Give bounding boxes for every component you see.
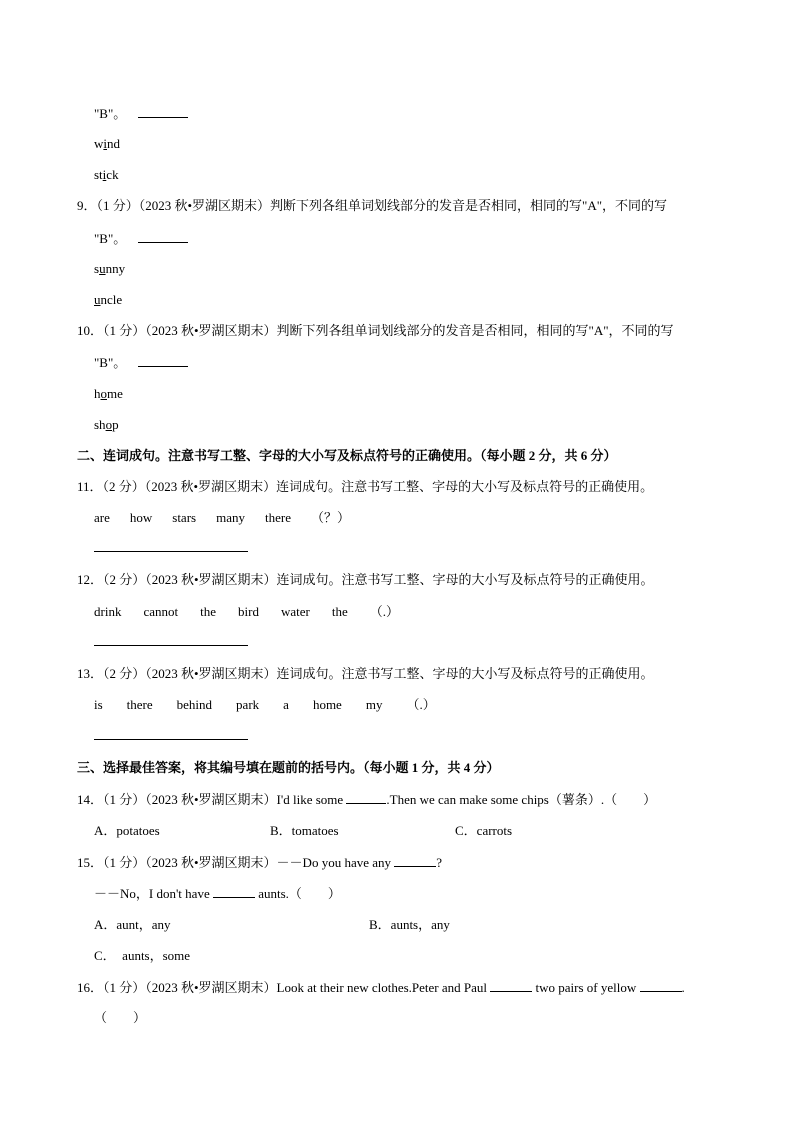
q13-word: my bbox=[365, 697, 383, 712]
q16-prompt bbox=[77, 979, 685, 996]
q8-b-label: "B"。 bbox=[94, 106, 127, 121]
q12-word: the bbox=[200, 604, 216, 619]
q15-option-b[interactable]: B．aunts，any bbox=[369, 917, 450, 932]
q15-blank-2[interactable] bbox=[213, 885, 255, 898]
q12-word: drink bbox=[94, 604, 122, 619]
q13-word: a bbox=[283, 697, 289, 712]
q15-reply-start: －－No，I don't have bbox=[94, 886, 210, 901]
q14-prompt-end: .Then we can make some chips（薯条）.（ ） bbox=[386, 792, 657, 807]
q8-word-2-pre: st bbox=[94, 167, 103, 182]
q14-blank[interactable] bbox=[346, 791, 386, 804]
q10-word-2-pre: sh bbox=[94, 417, 106, 432]
q11-word: many bbox=[216, 510, 245, 525]
q9-prompt: 9．（1 分）（2023 秋•罗湖区期末）判断下列各组单词划线部分的发音是否相同，相同的写"A"，不同的写 bbox=[77, 198, 668, 213]
q11-prompt: 11．（2 分）（2023 秋•罗湖区期末）连词成句。注意书写工整、字母的大小写及标点符号的正确使用。 bbox=[77, 479, 654, 494]
q11-word: there bbox=[265, 510, 291, 525]
q14-option-c[interactable]: C．carrots bbox=[455, 823, 513, 838]
q16-prompt-end: . bbox=[681, 980, 685, 995]
q15-blank-1[interactable] bbox=[394, 854, 436, 867]
q13-word: there bbox=[126, 697, 153, 712]
q12-punctuation: （.） bbox=[369, 604, 399, 619]
q15-prompt bbox=[77, 854, 442, 871]
q9-word-1-post: nny bbox=[105, 261, 126, 276]
q9-word-2-post: ncle bbox=[100, 292, 123, 307]
q14-option-b[interactable]: B．tomatoes bbox=[270, 823, 339, 838]
q13-word: home bbox=[312, 697, 342, 712]
q15-reply-end: aunts.（ ） bbox=[258, 886, 341, 901]
q12-word: water bbox=[280, 604, 310, 619]
q15-prompt-start: 15．（1 分）（2023 秋•罗湖区期末）－－Do you have any bbox=[77, 855, 391, 870]
q8-word-2-post: ck bbox=[106, 167, 119, 182]
q10-word-1-underlined: o bbox=[100, 386, 107, 401]
q8-word-1-pre: w bbox=[94, 136, 104, 151]
section-3-heading: 三、选择最佳答案，将其编号填在题前的括号内。（每小题 1 分，共 4 分） bbox=[77, 760, 500, 775]
q15-option-a[interactable]: A．aunt，any bbox=[94, 917, 171, 932]
q9-word-1 bbox=[94, 261, 125, 277]
q10-answer-blank[interactable] bbox=[138, 354, 188, 367]
q9-word-2-underlined: u bbox=[94, 292, 101, 307]
q11-word: how bbox=[129, 510, 153, 525]
q10-word-1-pre: h bbox=[94, 386, 101, 401]
section-2-heading: 二、连词成句。注意书写工整、字母的大小写及标点符号的正确使用。（每小题 2 分，共 6 分） bbox=[77, 448, 617, 463]
q10-b-line bbox=[94, 354, 188, 371]
q16-prompt-start: 16．（1 分）（2023 秋•罗湖区期末）Look at their new clothes.Peter and Paul bbox=[77, 980, 488, 995]
q14-prompt bbox=[77, 791, 656, 808]
q9-answer-blank[interactable] bbox=[138, 230, 188, 243]
q14-option-a[interactable]: A．potatoes bbox=[94, 823, 160, 838]
q10-word-2 bbox=[94, 417, 119, 433]
q16-prompt-middle: two pairs of yellow bbox=[535, 980, 637, 995]
q12-word: the bbox=[331, 604, 348, 619]
q11-answer-line[interactable] bbox=[94, 551, 248, 552]
q11-word: stars bbox=[172, 510, 197, 525]
q12-answer-line[interactable] bbox=[94, 645, 248, 646]
q13-punctuation: （.） bbox=[406, 697, 436, 712]
q14-prompt-start: 14．（1 分）（2023 秋•罗湖区期末）I'd like some bbox=[77, 792, 344, 807]
q10-word-1 bbox=[94, 386, 123, 402]
q8-word-1 bbox=[94, 136, 120, 152]
q13-word: behind bbox=[176, 697, 213, 712]
q11-punctuation: （？） bbox=[310, 510, 350, 525]
q9-b-label: "B"。 bbox=[94, 231, 127, 246]
q8-word-2 bbox=[94, 167, 119, 183]
q15-prompt-end: ? bbox=[436, 855, 443, 870]
q16-blank-2[interactable] bbox=[640, 979, 682, 992]
q10-word-2-underlined: o bbox=[105, 417, 113, 432]
q8-answer-blank[interactable] bbox=[138, 105, 188, 118]
q15-option-c[interactable]: C． aunts，some bbox=[94, 948, 191, 963]
q12-word: cannot bbox=[143, 604, 179, 619]
q9-b-line bbox=[94, 230, 188, 247]
q12-word-list bbox=[94, 604, 399, 620]
q13-word-list bbox=[94, 697, 436, 713]
q16-blank-1[interactable] bbox=[490, 979, 532, 992]
q10-word-2-post: p bbox=[112, 417, 119, 432]
q10-b-label: "B"。 bbox=[94, 355, 127, 370]
q8-b-line bbox=[94, 105, 188, 122]
q13-prompt: 13．（2 分）（2023 秋•罗湖区期末）连词成句。注意书写工整、字母的大小写及标点符号的正确使用。 bbox=[77, 666, 654, 681]
q9-word-1-pre: s bbox=[94, 261, 100, 276]
q16-answer-paren[interactable]: （ ） bbox=[94, 1010, 147, 1025]
q11-word-list bbox=[94, 510, 350, 526]
q10-word-1-post: me bbox=[107, 386, 123, 401]
q12-prompt: 12．（2 分）（2023 秋•罗湖区期末）连词成句。注意书写工整、字母的大小写及标点符号的正确使用。 bbox=[77, 572, 654, 587]
q8-word-1-post: nd bbox=[107, 136, 121, 151]
q15-reply bbox=[94, 885, 341, 902]
q13-answer-line[interactable] bbox=[94, 739, 248, 740]
q8-word-1-underlined: i bbox=[103, 136, 108, 151]
q8-word-2-underlined: i bbox=[102, 167, 107, 182]
q9-word-1-underlined: u bbox=[99, 261, 106, 276]
q12-word: bird bbox=[238, 604, 259, 619]
q13-word: is bbox=[94, 697, 103, 712]
q11-word: are bbox=[94, 510, 110, 525]
q13-word: park bbox=[236, 697, 260, 712]
q10-prompt: 10．（1 分）（2023 秋•罗湖区期末）判断下列各组单词划线部分的发音是否相同，相同的写"A"，不同的写 bbox=[77, 323, 674, 338]
q9-word-2 bbox=[94, 292, 122, 308]
